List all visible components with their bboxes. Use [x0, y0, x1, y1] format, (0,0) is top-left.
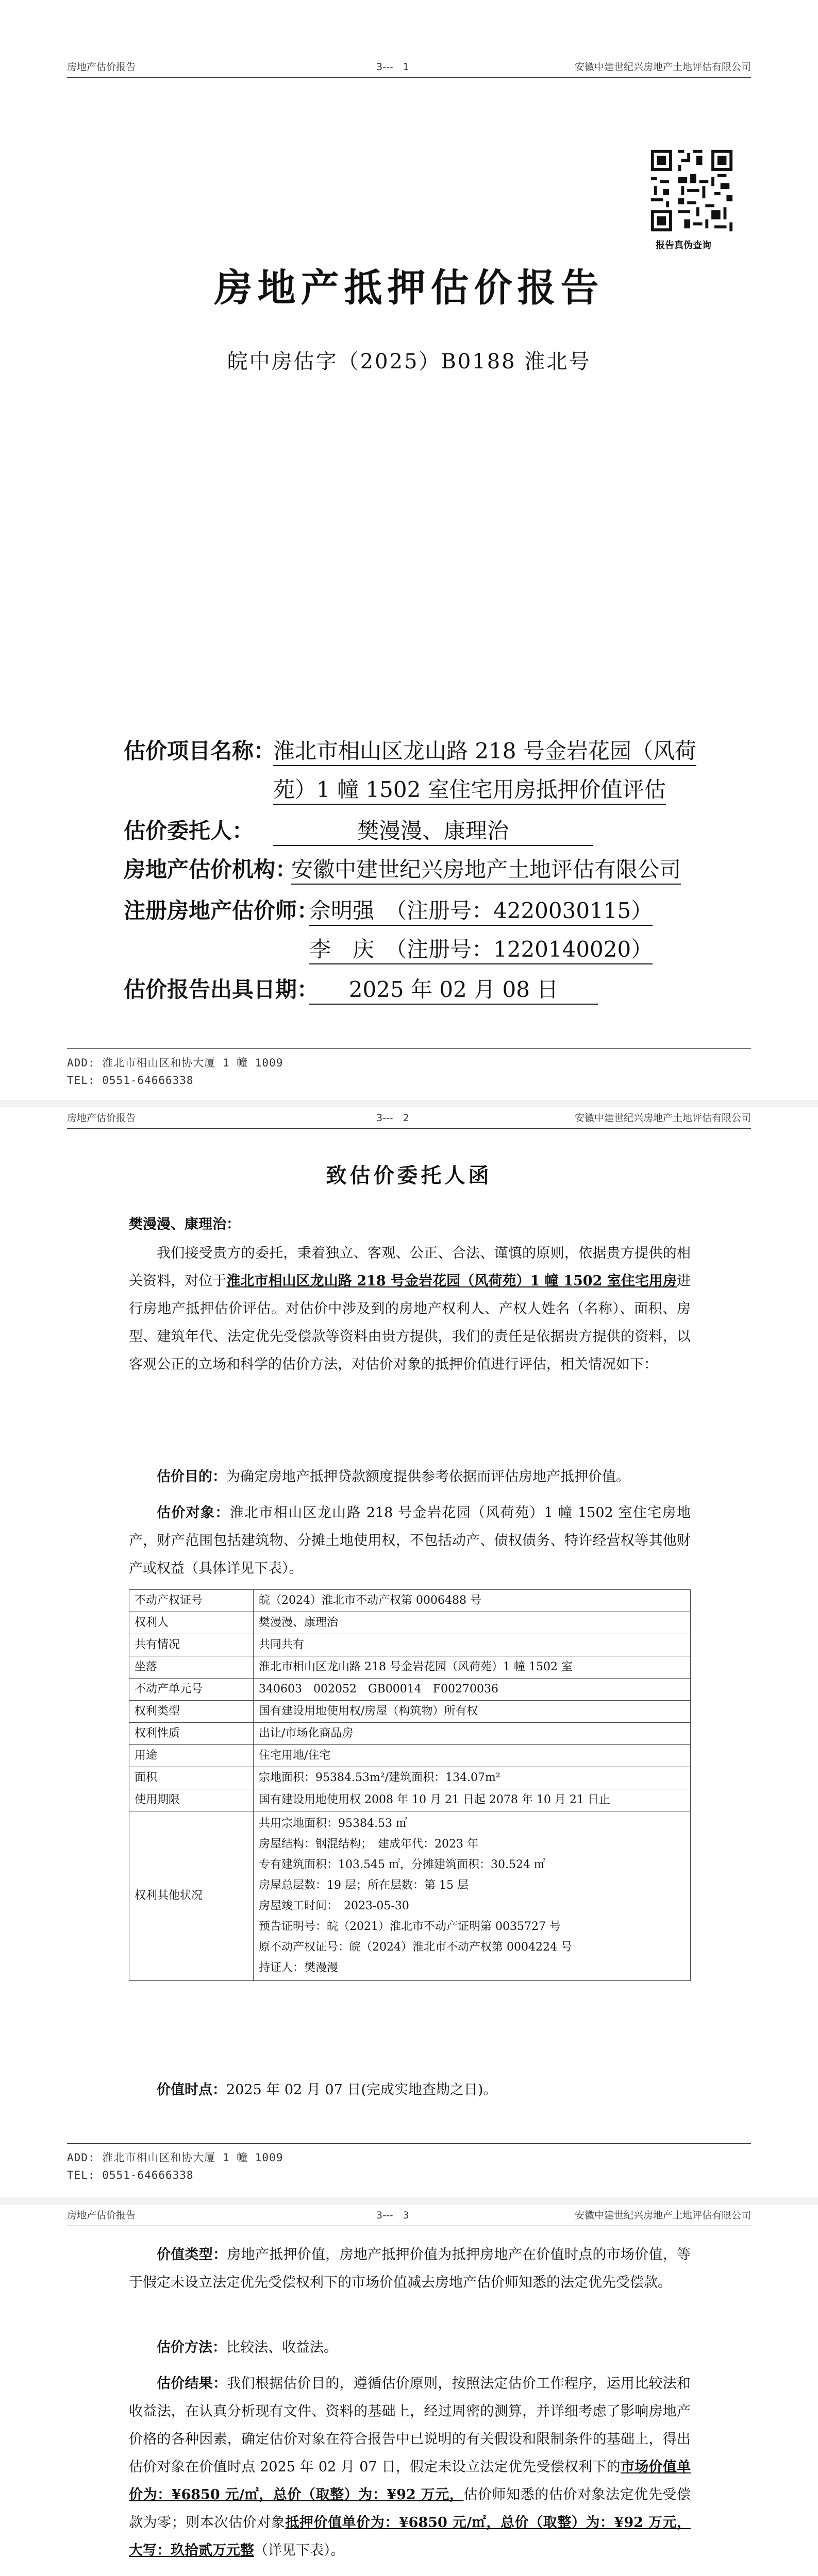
cover-page	[0, 0, 818, 1100]
other-status-line: 房屋竣工时间： 2023-05-30	[259, 1900, 409, 1912]
qr-code-icon[interactable]	[648, 147, 736, 234]
appraiser-2: 李 庆 （注册号：1220140020）	[309, 933, 653, 964]
header-left: 房地产估价报告	[67, 2210, 136, 2221]
result-label: 估价结果：	[157, 2376, 227, 2392]
para1-c: 进行房地产抵押估价评估。对估价中涉及到的房地产权利人、产权人姓名（名称）、面积、房型、建筑年代、法定优先受偿款等资料由贵方提供，我们的责任是依据贵方提供的资料，以客观公正的立场和科学的估价方法，对估价对象的抵押价值进行评估，相关情况如下：	[129, 1273, 691, 1372]
value-type-text: 房地产抵押价值，房地产抵押价值为抵押房地产在价值时点的市场价值，等于假定未设立法定优先受偿权利下的市场价值减去房地产估价师知悉的法定优先受偿款。	[129, 2247, 691, 2291]
appraiser-1: 佘明强 （注册号：4220030115）	[309, 894, 653, 926]
object-text: 淮北市相山区龙山路 218 号金岩花园（风荷苑）1 幢 1502 室住宅房地产，财产范围包括建筑物、分摊土地使用权，不包括动产、债权债务、特许经营权等其他财产或权益（具体详见下表）。	[129, 1505, 691, 1577]
date-label: 估价报告出具日期：	[124, 977, 319, 1002]
header-page-no: 3--- 3	[376, 2210, 409, 2221]
table-cell-value: 340603 002052 GB00014 F00270036	[254, 1679, 691, 1701]
method-label: 估价方法：	[157, 2340, 226, 2355]
footer	[67, 2143, 751, 2184]
table-row	[129, 1789, 691, 1811]
page-separator	[0, 2197, 818, 2205]
result-para	[129, 2370, 691, 2565]
object-label: 估价对象：	[157, 1505, 230, 1521]
table-cell-value: 宗地面积：95384.53m²/建筑面积：134.07m²	[254, 1767, 691, 1789]
salutation-text: 樊漫漫、康理治：	[129, 1216, 240, 1232]
table-cell-key: 使用期限	[129, 1789, 254, 1811]
report-title: 房地产抵押估价报告	[214, 266, 604, 310]
salutation	[129, 1211, 691, 1239]
table-cell-value: 国有建设用地使用权 2008 年 10 月 21 日起 2078 年 10 月 21 日止	[254, 1789, 691, 1811]
client-name: 樊漫漫、康理治	[357, 818, 509, 843]
table-cell-key: 用途	[129, 1745, 254, 1767]
letter-page	[0, 1108, 818, 2197]
org-label: 房地产估价机构：	[124, 857, 297, 882]
other-status-line: 专有建筑面积：103.545 ㎡，分摊建筑面积：30.524 ㎡	[259, 1858, 545, 1871]
footer-address: ADD: 淮北市相山区和协大厦 1 幢 1009	[67, 2151, 283, 2164]
footer-address: ADD: 淮北市相山区和协大厦 1 幢 1009	[67, 1057, 283, 1069]
table-cell-key: 权利类型	[129, 1701, 254, 1723]
table-row	[129, 1745, 691, 1767]
letter-title: 致估价委托人函	[326, 1163, 492, 1188]
table-row	[129, 1612, 691, 1634]
table-cell-value: 住宅用地/住宅	[254, 1745, 691, 1767]
running-header	[67, 2205, 751, 2226]
table-cell-key: 权利性质	[129, 1723, 254, 1745]
table-cell-key: 不动产权证号	[129, 1590, 254, 1612]
other-status-line: 预告证明号：皖（2021）淮北市不动产证明第 0035727 号	[259, 1920, 561, 1933]
table-row	[129, 1656, 691, 1679]
header-page-no: 3--- 1	[376, 61, 409, 73]
project-name-line1: 淮北市相山区龙山路 218 号金岩花园（风荷	[273, 734, 696, 766]
property-info-table	[129, 1589, 691, 1981]
table-cell-key: 权利人	[129, 1612, 254, 1634]
header-page-no: 3--- 2	[376, 1112, 409, 1124]
method-text: 比较法、收益法。	[226, 2340, 338, 2355]
footer-tel: TEL: 0551-64666338	[67, 1074, 194, 1087]
result-mortgage-value: 抵押价值单价为：¥6850 元/㎡，总价（取整）为：¥92 万元，大写：玖拾贰万元整	[129, 2515, 691, 2558]
header-left: 房地产估价报告	[67, 1112, 136, 1124]
table-row	[129, 1723, 691, 1745]
other-status-line: 共用宗地面积：95384.53 ㎡	[259, 1817, 407, 1830]
result-page	[0, 2205, 818, 2576]
client-value	[273, 814, 593, 846]
letter-para1	[129, 1240, 691, 1379]
other-status-label: 权利其他状况	[129, 1811, 254, 1981]
table-cell-value: 樊漫漫、康理治	[254, 1612, 691, 1634]
result-text-a: 我们根据估价目的，遵循估价原则，按照法定估价工作程序，运用比较法和收益法，在认真分析现有文件、资料的基础上，经过周密的测算，并详细考虑了影响房地产价格的各种因素，确定估价对象在符合报告中已说明的有关假设和限制条件的基础上，得出估价对象在价值时点 2025 年 02 月 07 日，假定未设立法定优先受偿权利下的	[129, 2376, 691, 2475]
table-cell-value: 出让/市场化商品房	[254, 1723, 691, 1745]
page-separator	[0, 1100, 818, 1107]
report-doc-number: 皖中房估字（2025）B0188 淮北号	[227, 350, 591, 374]
method-para	[129, 2334, 691, 2362]
table-cell-value: 国有建设用地使用权/房屋（构筑物）所有权	[254, 1701, 691, 1723]
project-label: 估价项目名称：	[124, 738, 276, 764]
footer	[67, 1048, 751, 1089]
table-row	[129, 1811, 691, 1981]
footer-tel: TEL: 0551-64666338	[67, 2169, 194, 2181]
para1-address: 淮北市相山区龙山路 218 号金岩花园（风荷苑）1 幢 1502 室住宅用房	[226, 1273, 677, 1289]
running-header	[67, 1108, 751, 1129]
other-status-line: 房屋结构：钢混结构； 建成年代：2023 年	[259, 1838, 478, 1851]
table-cell-key: 共有情况	[129, 1634, 254, 1656]
value-type-para	[129, 2241, 691, 2297]
org-value: 安徽中建世纪兴房地产土地评估有限公司	[291, 853, 681, 885]
value-time-text: 2025 年 02 月 07 日(完成实地查勘之日)。	[226, 2082, 497, 2098]
table-row	[129, 1679, 691, 1701]
header-right: 安徽中建世纪兴房地产土地评估有限公司	[574, 2210, 751, 2221]
date-value	[309, 973, 598, 1005]
result-text-e: （详见下表）。	[254, 2543, 345, 2558]
purpose-para	[129, 1463, 691, 1491]
header-left: 房地产估价报告	[67, 61, 136, 73]
table-row	[129, 1701, 691, 1723]
table-row	[129, 1590, 691, 1612]
table-cell-key: 坐落	[129, 1656, 254, 1679]
running-header	[67, 57, 751, 78]
table-row	[129, 1767, 691, 1789]
other-status-cell	[254, 1811, 691, 1981]
table-cell-value: 皖（2024）淮北市不动产权第 0006488 号	[254, 1590, 691, 1612]
value-type-label: 价值类型：	[157, 2247, 227, 2263]
object-para	[129, 1499, 691, 1583]
para1-a: 我们接受贵方的委托，秉着独立、客观、公正、合法、谨慎的原则，依据贵方提供的相关资料，对位于	[129, 1245, 691, 1289]
result-market-value: 市场价值单价为：¥6850 元/㎡，总价（取整）为：¥92 万元，	[129, 2459, 691, 2503]
value-time-para	[129, 2076, 691, 2104]
purpose-text: 为确定房地产抵押贷款额度提供参考依据而评估房地产抵押价值。	[226, 1469, 630, 1485]
table-cell-value: 共同共有	[254, 1634, 691, 1656]
client-label: 估价委托人：	[124, 818, 254, 843]
other-status-line: 房屋总层数：19 层；所在层数：第 15 层	[259, 1879, 469, 1892]
table-cell-value: 淮北市相山区龙山路 218 号金岩花园（风荷苑）1 幢 1502 室	[254, 1656, 691, 1679]
other-status-line: 原不动产权证号：皖（2024）淮北市不动产权第 0004224 号	[259, 1941, 572, 1954]
table-row	[129, 1634, 691, 1656]
qr-caption: 报告真伪查询	[656, 240, 711, 251]
table-cell-key: 不动产单元号	[129, 1679, 254, 1701]
value-time-label: 价值时点：	[157, 2082, 226, 2098]
report-date: 2025 年 02 月 08 日	[348, 977, 559, 1002]
result-text-c: 估价师知悉的估价对象法定优先受偿款为零；则本次估价对象	[129, 2487, 691, 2531]
purpose-label: 估价目的：	[157, 1469, 226, 1485]
other-status-line: 持证人：樊漫漫	[259, 1961, 339, 1974]
appraiser-label: 注册房地产估价师：	[124, 898, 319, 923]
header-right: 安徽中建世纪兴房地产土地评估有限公司	[574, 1112, 751, 1124]
table-cell-key: 面积	[129, 1767, 254, 1789]
header-right: 安徽中建世纪兴房地产土地评估有限公司	[574, 61, 751, 73]
project-name-line2: 苑）1 幢 1502 室住宅用房抵押价值评估	[273, 773, 666, 805]
